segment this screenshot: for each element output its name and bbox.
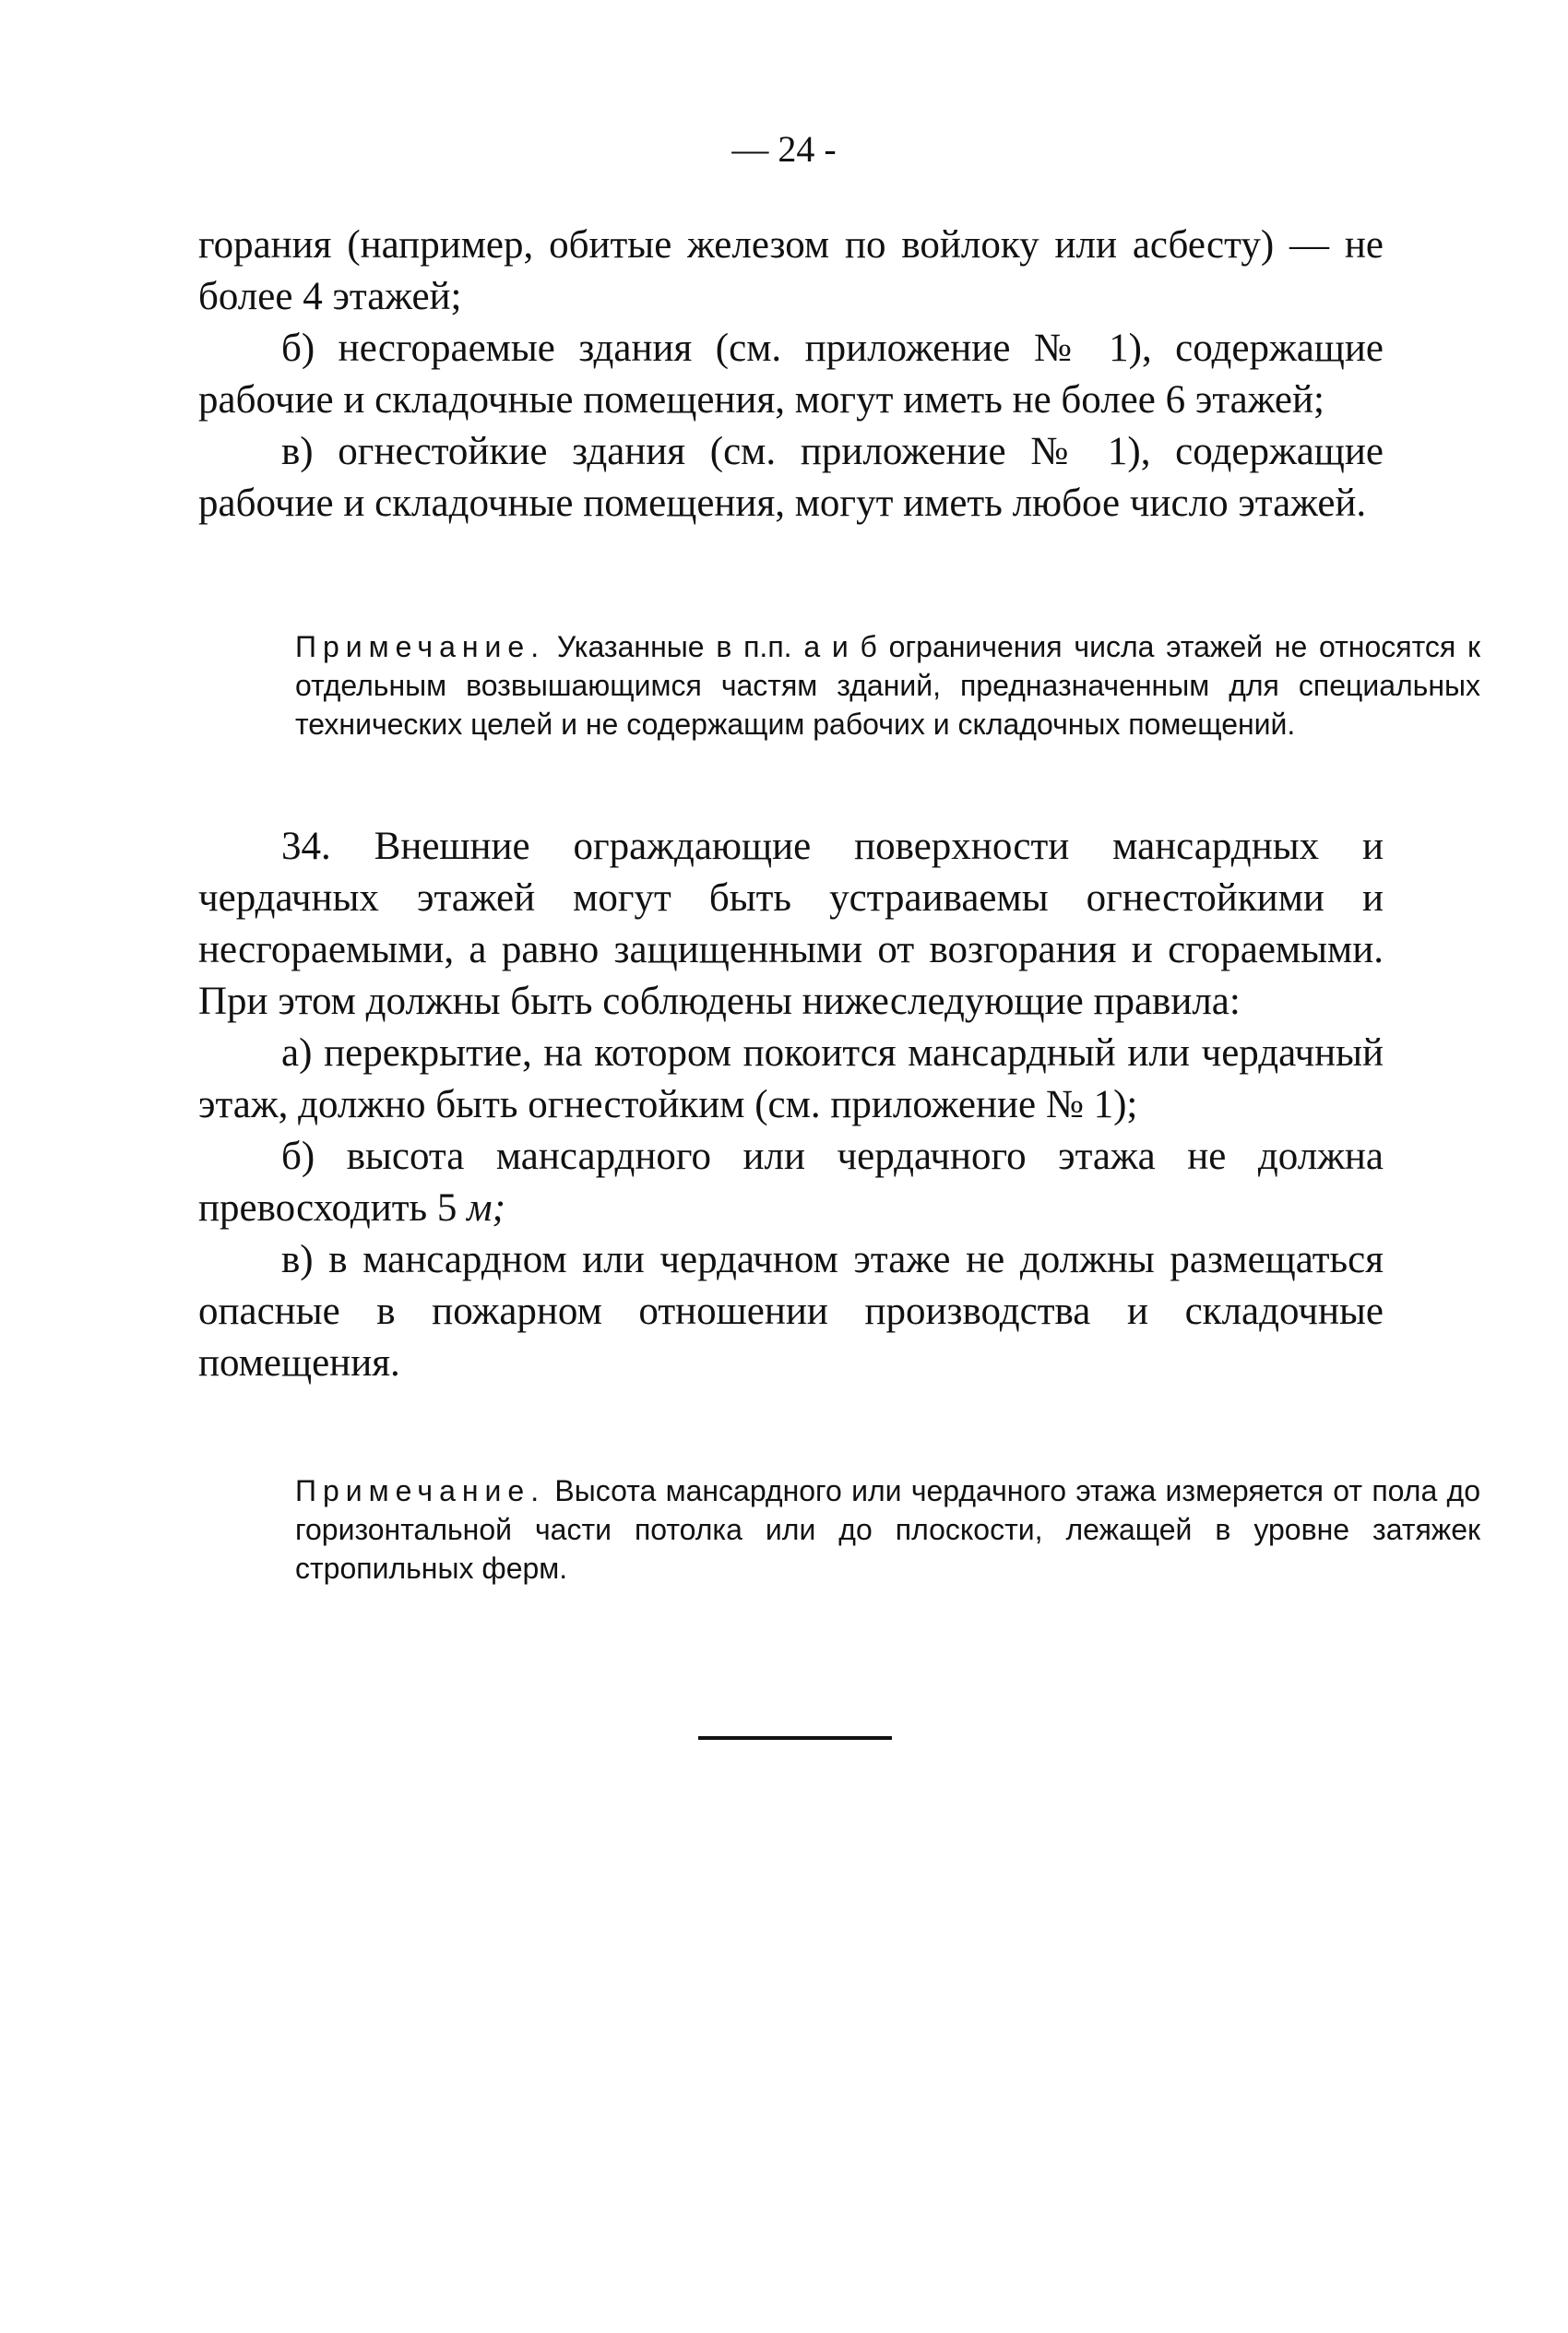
note-1-label: Примечание. xyxy=(295,630,546,663)
section-top xyxy=(198,220,1384,530)
item-v: в) огнестойкие здания (см. приложение № 1), содержащие рабочие и складочные помещения, могут иметь любое число этажей. xyxy=(198,430,1384,525)
note-2-text: Высота мансардного или чердачного этажа измеряется от пола до горизонтальной части потолка или до плоскости, лежащей в уровне затяжек стропильных ферм. xyxy=(295,1474,1480,1585)
note-2-paragraph xyxy=(295,1471,1480,1588)
note-2 xyxy=(198,1471,1480,1588)
item-b: б) несгораемые здания (см. приложение № 1), содержащие рабочие и складочные помещения, могут иметь не более 6 этажей; xyxy=(198,327,1384,422)
clause-34-item-b-unit: м; xyxy=(467,1186,505,1230)
note-1-text: Указанные в п.п. а и б ограничения числа этажей не относятся к отдельным возвышающимся частям зданий, предназначенным для специальных технических целей и не содержащим рабочих и складочных помещений. xyxy=(295,630,1480,741)
clause-34-item-v: в) в мансардном или чердачном этаже не должны размещаться опасные в пожарном отношении производства и складочные помещения. xyxy=(198,1238,1384,1385)
section-end-rule xyxy=(698,1736,892,1740)
clause-34-item-b-text: б) высота мансардного или чердачного этажа не должна превосходить 5 xyxy=(198,1135,1384,1230)
clause-34-item-a: а) перекрытие, на котором покоится мансардный или чердачный этаж, должно быть огнестойким (см. приложение № 1); xyxy=(198,1031,1384,1126)
note-1-paragraph xyxy=(295,627,1480,744)
clause-34 xyxy=(198,821,1384,1389)
page-number: — 24 - xyxy=(731,128,837,170)
clause-34-intro: 34. Внешние ограждающие поверхности мансардных и чердачных этажей могут быть устраиваемы огнестойкими и несгораемыми, а равно защищенными от возгорания и сгораемыми. При этом должны быть соблюдены нижеследующие правила: xyxy=(198,825,1384,1023)
paragraph-continuation: горания (например, обитые железом по войлоку или асбесту) — не более 4 этажей; xyxy=(198,223,1384,318)
note-1 xyxy=(198,627,1480,744)
clause-34-item-b xyxy=(198,1131,1384,1234)
note-2-label: Примечание. xyxy=(295,1474,546,1507)
